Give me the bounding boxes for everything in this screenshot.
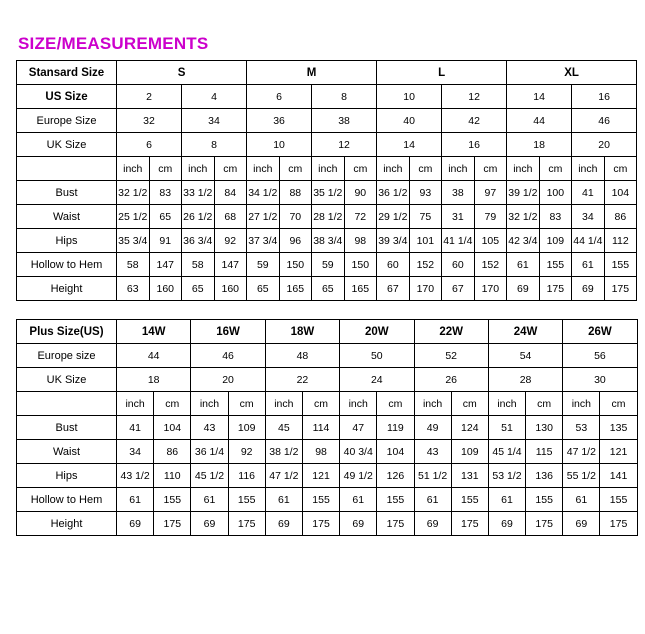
- table-cell: 152: [474, 253, 507, 277]
- table-cell: 175: [302, 512, 339, 536]
- table-cell: 109: [451, 440, 488, 464]
- table-cell: 175: [451, 512, 488, 536]
- size-group-header: S: [117, 61, 247, 85]
- row-label: US Size: [17, 85, 117, 109]
- table-corner-label: Plus Size(US): [17, 320, 117, 344]
- table-cell: 88: [279, 181, 312, 205]
- table-cell: 4: [182, 85, 247, 109]
- table-cell: 130: [526, 416, 563, 440]
- table-cell: 6: [117, 133, 182, 157]
- table-cell: 30: [563, 368, 637, 392]
- table-cell: cm: [302, 392, 339, 416]
- table-cell: cm: [526, 392, 563, 416]
- table-cell: 69: [563, 512, 600, 536]
- table-cell: 36: [247, 109, 312, 133]
- table-cell: 155: [526, 488, 563, 512]
- table-cell: cm: [344, 157, 377, 181]
- table-cell: 41: [117, 416, 154, 440]
- table-cell: 12: [442, 85, 507, 109]
- row-label: Hollow to Hem: [17, 253, 117, 277]
- row-label: Hollow to Hem: [17, 488, 117, 512]
- table-cell: 55 1/2: [563, 464, 600, 488]
- table-cell: 38 3/4: [312, 229, 345, 253]
- table-cell: 69: [340, 512, 377, 536]
- table-cell: 155: [154, 488, 191, 512]
- table-cell: 49 1/2: [340, 464, 377, 488]
- table-cell: inch: [442, 157, 475, 181]
- table-cell: inch: [340, 392, 377, 416]
- table-cell: 86: [604, 205, 637, 229]
- table-cell: 40: [377, 109, 442, 133]
- table-cell: 63: [117, 277, 150, 301]
- table-cell: 45 1/4: [488, 440, 525, 464]
- table-cell: inch: [265, 392, 302, 416]
- table-row: [17, 392, 638, 416]
- table-cell: 33 1/2: [182, 181, 215, 205]
- row-label: Hips: [17, 229, 117, 253]
- table-cell: 83: [149, 181, 182, 205]
- table-cell: 92: [228, 440, 265, 464]
- table-cell: cm: [149, 157, 182, 181]
- table-cell: 105: [474, 229, 507, 253]
- table-cell: 70: [279, 205, 312, 229]
- table-cell: 65: [312, 277, 345, 301]
- table-cell: 61: [340, 488, 377, 512]
- table-cell: 53 1/2: [488, 464, 525, 488]
- size-group-header: L: [377, 61, 507, 85]
- table-cell: inch: [247, 157, 280, 181]
- table-cell: 26: [414, 368, 488, 392]
- table-cell: 38 1/2: [265, 440, 302, 464]
- size-group-header: 20W: [340, 320, 414, 344]
- table-cell: 121: [600, 440, 637, 464]
- table-cell: 28: [488, 368, 562, 392]
- table-cell: 170: [474, 277, 507, 301]
- table-row: [17, 85, 637, 109]
- table-cell: 43: [191, 416, 228, 440]
- table-cell: 46: [572, 109, 637, 133]
- table-cell: 47: [340, 416, 377, 440]
- table-cell: cm: [451, 392, 488, 416]
- size-group-header: 16W: [191, 320, 265, 344]
- table-cell: 155: [228, 488, 265, 512]
- table-cell: 135: [600, 416, 637, 440]
- table-cell: 152: [409, 253, 442, 277]
- table-cell: 45: [265, 416, 302, 440]
- table-cell: 44: [507, 109, 572, 133]
- table-cell: 32 1/2: [507, 205, 540, 229]
- table-cell: 32 1/2: [117, 181, 150, 205]
- table-cell: 12: [312, 133, 377, 157]
- table-cell: 56: [563, 344, 637, 368]
- table-row: [17, 368, 638, 392]
- table-cell: 27 1/2: [247, 205, 280, 229]
- size-group-header: 14W: [117, 320, 191, 344]
- table-cell: 18: [507, 133, 572, 157]
- table-cell: 175: [539, 277, 572, 301]
- table-cell: 44 1/4: [572, 229, 605, 253]
- size-group-header: 24W: [488, 320, 562, 344]
- table-cell: 26 1/2: [182, 205, 215, 229]
- row-label: Europe size: [17, 344, 117, 368]
- table-corner-label: Stansard Size: [17, 61, 117, 85]
- table-cell: 115: [526, 440, 563, 464]
- table-cell: 141: [600, 464, 637, 488]
- table-cell: 14: [377, 133, 442, 157]
- table-cell: cm: [409, 157, 442, 181]
- table-cell: 65: [247, 277, 280, 301]
- table-cell: 48: [265, 344, 339, 368]
- table-row: [17, 464, 638, 488]
- table-cell: 58: [117, 253, 150, 277]
- table-cell: cm: [228, 392, 265, 416]
- row-label: UK Size: [17, 133, 117, 157]
- table-cell: 47 1/2: [265, 464, 302, 488]
- table-cell: 61: [563, 488, 600, 512]
- table-row: [17, 133, 637, 157]
- table-cell: inch: [572, 157, 605, 181]
- table-cell: 29 1/2: [377, 205, 410, 229]
- row-label: [17, 392, 117, 416]
- table-cell: 131: [451, 464, 488, 488]
- page-title: SIZE/MEASUREMENTS: [18, 34, 209, 53]
- table-cell: 38: [442, 181, 475, 205]
- size-group-header: 18W: [265, 320, 339, 344]
- table-cell: 53: [563, 416, 600, 440]
- table-cell: 42 3/4: [507, 229, 540, 253]
- table-cell: 54: [488, 344, 562, 368]
- table-cell: 101: [409, 229, 442, 253]
- table-cell: 8: [182, 133, 247, 157]
- table-cell: cm: [474, 157, 507, 181]
- table-cell: 43: [414, 440, 451, 464]
- table-cell: 69: [191, 512, 228, 536]
- table-cell: 32: [117, 109, 182, 133]
- table-cell: 52: [414, 344, 488, 368]
- table-cell: 46: [191, 344, 265, 368]
- table-cell: 41: [572, 181, 605, 205]
- table-cell: 39 1/2: [507, 181, 540, 205]
- size-chart-page: [0, 34, 645, 536]
- table-cell: 36 3/4: [182, 229, 215, 253]
- table-cell: 155: [539, 253, 572, 277]
- size-group-header: XL: [507, 61, 637, 85]
- table-cell: 160: [214, 277, 247, 301]
- table-cell: inch: [182, 157, 215, 181]
- table-cell: 61: [191, 488, 228, 512]
- table-cell: inch: [117, 157, 150, 181]
- table-cell: 59: [247, 253, 280, 277]
- table-cell: 68: [214, 205, 247, 229]
- table-cell: 170: [409, 277, 442, 301]
- table-cell: 25 1/2: [117, 205, 150, 229]
- table-cell: 92: [214, 229, 247, 253]
- table-cell: 51: [488, 416, 525, 440]
- row-label: [17, 157, 117, 181]
- table-cell: 165: [344, 277, 377, 301]
- table-cell: 90: [344, 181, 377, 205]
- table-cell: 41 1/4: [442, 229, 475, 253]
- table-cell: 67: [377, 277, 410, 301]
- table-cell: 35 3/4: [117, 229, 150, 253]
- table-cell: 35 1/2: [312, 181, 345, 205]
- table-cell: 124: [451, 416, 488, 440]
- table-cell: 119: [377, 416, 414, 440]
- table-cell: 60: [442, 253, 475, 277]
- table-cell: 16: [442, 133, 507, 157]
- table-cell: 69: [414, 512, 451, 536]
- table-cell: 155: [600, 488, 637, 512]
- table-cell: 69: [117, 512, 154, 536]
- table-cell: 34 1/2: [247, 181, 280, 205]
- table-cell: 31: [442, 205, 475, 229]
- table-cell: cm: [600, 392, 637, 416]
- size-group-header: 26W: [563, 320, 637, 344]
- table-cell: 69: [265, 512, 302, 536]
- table-cell: 34: [117, 440, 154, 464]
- table-cell: 175: [600, 512, 637, 536]
- table-cell: 114: [302, 416, 339, 440]
- table-cell: 61: [507, 253, 540, 277]
- table-cell: 175: [526, 512, 563, 536]
- table-cell: 69: [572, 277, 605, 301]
- table-cell: inch: [414, 392, 451, 416]
- table-header-row: [17, 61, 637, 85]
- table-cell: 75: [409, 205, 442, 229]
- row-label: Waist: [17, 205, 117, 229]
- table-cell: 98: [344, 229, 377, 253]
- row-label: Height: [17, 277, 117, 301]
- table-cell: 28 1/2: [312, 205, 345, 229]
- row-label: Bust: [17, 181, 117, 205]
- size-group-header: 22W: [414, 320, 488, 344]
- table-cell: 47 1/2: [563, 440, 600, 464]
- table-cell: 109: [539, 229, 572, 253]
- row-label: Europe Size: [17, 109, 117, 133]
- table-row: [17, 416, 638, 440]
- table-cell: 79: [474, 205, 507, 229]
- table-cell: cm: [154, 392, 191, 416]
- table-row: [17, 488, 638, 512]
- table-cell: 165: [279, 277, 312, 301]
- table-cell: 34: [182, 109, 247, 133]
- plus-size-table: [16, 319, 638, 536]
- table-cell: 69: [507, 277, 540, 301]
- table-cell: 72: [344, 205, 377, 229]
- table-cell: 65: [149, 205, 182, 229]
- table-cell: 49: [414, 416, 451, 440]
- standard-size-table: [16, 60, 637, 301]
- table-cell: 150: [344, 253, 377, 277]
- table-cell: 97: [474, 181, 507, 205]
- table-cell: 43 1/2: [117, 464, 154, 488]
- table-cell: 100: [539, 181, 572, 205]
- table-cell: 96: [279, 229, 312, 253]
- table-cell: 155: [451, 488, 488, 512]
- table-cell: 86: [154, 440, 191, 464]
- table-cell: 51 1/2: [414, 464, 451, 488]
- table-cell: 14: [507, 85, 572, 109]
- table-row: [17, 181, 637, 205]
- table-cell: inch: [488, 392, 525, 416]
- table-row: [17, 157, 637, 181]
- table-cell: 44: [117, 344, 191, 368]
- table-cell: cm: [604, 157, 637, 181]
- table-cell: 83: [539, 205, 572, 229]
- table-cell: 34: [572, 205, 605, 229]
- table-cell: 84: [214, 181, 247, 205]
- table-cell: 24: [340, 368, 414, 392]
- table-cell: 147: [149, 253, 182, 277]
- table-cell: 104: [154, 416, 191, 440]
- table-cell: inch: [312, 157, 345, 181]
- table-cell: inch: [507, 157, 540, 181]
- table-row: [17, 205, 637, 229]
- table-cell: 61: [265, 488, 302, 512]
- table-row: [17, 253, 637, 277]
- table-cell: cm: [214, 157, 247, 181]
- table-cell: 160: [149, 277, 182, 301]
- table-cell: 155: [604, 253, 637, 277]
- table-cell: 36 1/2: [377, 181, 410, 205]
- table-row: [17, 440, 638, 464]
- table-cell: 37 3/4: [247, 229, 280, 253]
- table-cell: 22: [265, 368, 339, 392]
- table-row: [17, 109, 637, 133]
- table-cell: 121: [302, 464, 339, 488]
- table-row: [17, 229, 637, 253]
- table-cell: 61: [488, 488, 525, 512]
- size-group-header: M: [247, 61, 377, 85]
- table-cell: 42: [442, 109, 507, 133]
- table-cell: 40 3/4: [340, 440, 377, 464]
- table-cell: 59: [312, 253, 345, 277]
- table-cell: 93: [409, 181, 442, 205]
- table-cell: inch: [563, 392, 600, 416]
- table-row: [17, 512, 638, 536]
- table-cell: cm: [279, 157, 312, 181]
- table-cell: 8: [312, 85, 377, 109]
- table-header-row: [17, 320, 638, 344]
- table-cell: 155: [377, 488, 414, 512]
- table-cell: 2: [117, 85, 182, 109]
- table-cell: 65: [182, 277, 215, 301]
- row-label: Hips: [17, 464, 117, 488]
- table-cell: 20: [572, 133, 637, 157]
- table-cell: 20: [191, 368, 265, 392]
- table-row: [17, 277, 637, 301]
- table-cell: 16: [572, 85, 637, 109]
- table-cell: 58: [182, 253, 215, 277]
- table-cell: 104: [377, 440, 414, 464]
- table-cell: 175: [377, 512, 414, 536]
- table-cell: 112: [604, 229, 637, 253]
- table-cell: inch: [117, 392, 154, 416]
- table-cell: 175: [154, 512, 191, 536]
- table-cell: 175: [228, 512, 265, 536]
- table-cell: 6: [247, 85, 312, 109]
- table-cell: 110: [154, 464, 191, 488]
- table-cell: 61: [414, 488, 451, 512]
- table-cell: 50: [340, 344, 414, 368]
- table-cell: 136: [526, 464, 563, 488]
- table-cell: 69: [488, 512, 525, 536]
- table-cell: 36 1/4: [191, 440, 228, 464]
- table-cell: 38: [312, 109, 377, 133]
- table-cell: 147: [214, 253, 247, 277]
- table-cell: 150: [279, 253, 312, 277]
- table-cell: 126: [377, 464, 414, 488]
- table-cell: 60: [377, 253, 410, 277]
- table-cell: 104: [604, 181, 637, 205]
- table-cell: 45 1/2: [191, 464, 228, 488]
- table-cell: 61: [117, 488, 154, 512]
- table-cell: 10: [247, 133, 312, 157]
- table-cell: inch: [191, 392, 228, 416]
- row-label: Bust: [17, 416, 117, 440]
- table-cell: cm: [377, 392, 414, 416]
- row-label: UK Size: [17, 368, 117, 392]
- table-cell: 18: [117, 368, 191, 392]
- table-cell: 10: [377, 85, 442, 109]
- table-cell: 67: [442, 277, 475, 301]
- table-cell: 39 3/4: [377, 229, 410, 253]
- table-cell: 109: [228, 416, 265, 440]
- table-row: [17, 344, 638, 368]
- row-label: Waist: [17, 440, 117, 464]
- table-cell: 116: [228, 464, 265, 488]
- table-cell: 155: [302, 488, 339, 512]
- table-cell: 61: [572, 253, 605, 277]
- row-label: Height: [17, 512, 117, 536]
- table-cell: 175: [604, 277, 637, 301]
- table-cell: 98: [302, 440, 339, 464]
- table-cell: inch: [377, 157, 410, 181]
- table-cell: 91: [149, 229, 182, 253]
- table-cell: cm: [539, 157, 572, 181]
